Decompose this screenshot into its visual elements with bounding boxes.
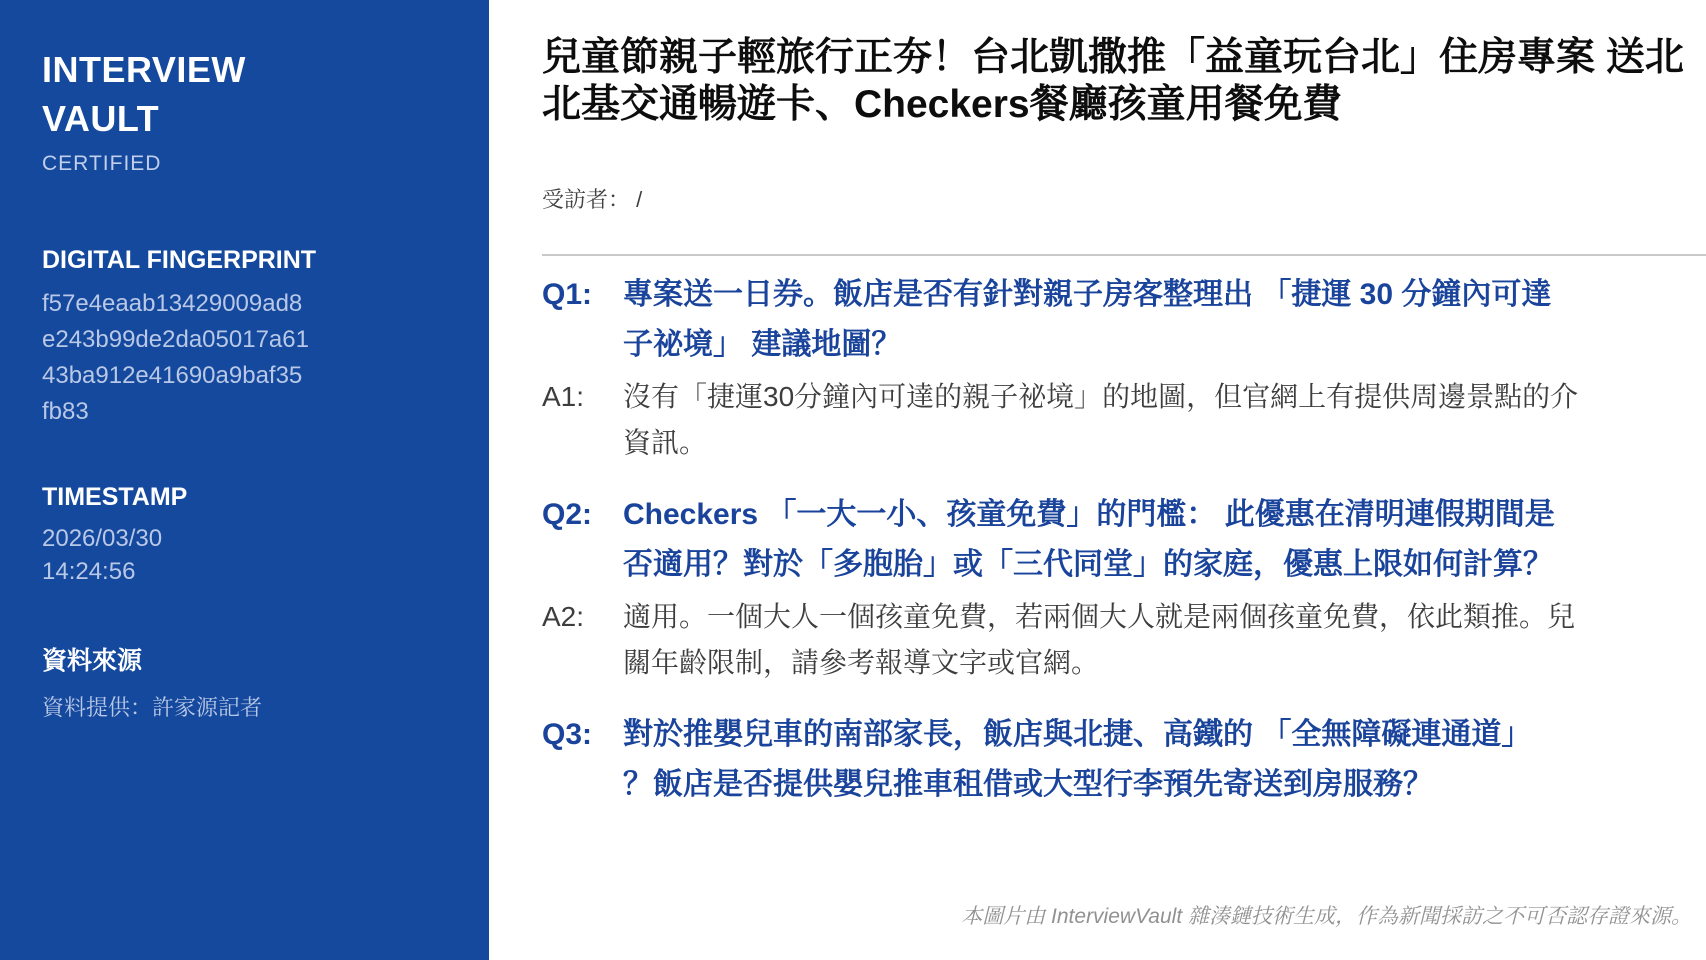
answer-1 bbox=[542, 374, 1706, 466]
question-line: ？飯店是否提供嬰兒推車租借或大型行李預先寄送到房服務？ bbox=[623, 768, 1433, 801]
brand-title bbox=[42, 45, 459, 143]
answer-line: 關年齡限制，請參考報導文字或官網。 bbox=[623, 647, 1100, 678]
answer-2-label: A2: bbox=[542, 601, 585, 632]
question-3 bbox=[542, 710, 1706, 810]
fingerprint-hash bbox=[42, 286, 459, 430]
question-1-text bbox=[623, 270, 1551, 370]
answer-1-label: A1: bbox=[542, 381, 585, 412]
question-2-label: Q2: bbox=[542, 498, 593, 531]
source-value: 資料提供：許家源記者 bbox=[42, 695, 263, 720]
article-panel bbox=[489, 0, 1706, 960]
title-line-1: 兒童節親子輕旅行正夯！台北凱撒推「益童玩台北」住房專案 送北 bbox=[542, 36, 1684, 79]
answer-2 bbox=[542, 594, 1706, 686]
question-2-text bbox=[623, 490, 1555, 590]
question-3-text bbox=[623, 710, 1531, 810]
hash-line: e243b99de2da05017a61 bbox=[42, 326, 309, 353]
hash-line: 43ba912e41690a9baf35 bbox=[42, 362, 303, 389]
timestamp-label: TIMESTAMP bbox=[42, 483, 188, 511]
certified-badge: CERTIFIED bbox=[42, 152, 162, 175]
sidebar bbox=[0, 0, 489, 960]
answer-line: 資訊。 bbox=[623, 427, 708, 458]
timestamp-time: 14:24:56 bbox=[42, 558, 136, 585]
answer-2-text bbox=[623, 594, 1575, 686]
hash-line: f57e4eaab13429009ad8 bbox=[42, 290, 303, 317]
question-line: 專案送一日券。飯店是否有針對親子房客整理出 「捷運 30 分鐘內可達 bbox=[623, 278, 1552, 311]
divider bbox=[542, 254, 1706, 256]
brand-line-1: INTERVIEW bbox=[42, 49, 246, 90]
brand-line-2: VAULT bbox=[42, 98, 160, 139]
provenance-note: 本圖片由 InterviewVault 雜湊鏈技術生成，作為新聞採訪之不可否認存證來源。 bbox=[961, 905, 1692, 928]
fingerprint-label: DIGITAL FINGERPRINT bbox=[42, 246, 317, 274]
hash-line: fb83 bbox=[42, 398, 89, 425]
title-line-2: 北基交通暢遊卡、Checkers餐廳孩童用餐免費 bbox=[542, 83, 1342, 126]
question-3-label: Q3: bbox=[542, 718, 593, 751]
question-line: Checkers 「一大一小、孩童免費」的門檻： 此優惠在清明連假期間是 bbox=[623, 498, 1555, 531]
question-1-label: Q1: bbox=[542, 278, 593, 311]
answer-line: 沒有「捷運30分鐘內可達的親子祕境」的地圖，但官網上有提供周邊景點的介 bbox=[623, 381, 1579, 412]
question-line: 否適用？對於「多胞胎」或「三代同堂」的家庭，優惠上限如何計算？ bbox=[623, 548, 1553, 581]
answer-1-text bbox=[623, 374, 1578, 466]
interviewee-line: 受訪者： / bbox=[542, 187, 643, 212]
timestamp-date: 2026/03/30 bbox=[42, 525, 163, 552]
question-line: 子祕境」 建議地圖？ bbox=[623, 328, 902, 361]
question-1 bbox=[542, 270, 1706, 370]
timestamp-value bbox=[42, 522, 459, 588]
page-title bbox=[542, 34, 1706, 128]
source-label: 資料來源 bbox=[42, 647, 143, 675]
answer-line: 適用。一個大人一個孩童免費，若兩個大人就是兩個孩童免費，依此類推。兒 bbox=[623, 601, 1576, 632]
question-line: 對於推嬰兒車的南部家長，飯店與北捷、高鐵的 「全無障礙連通道」 bbox=[623, 718, 1532, 751]
question-2 bbox=[542, 490, 1706, 590]
